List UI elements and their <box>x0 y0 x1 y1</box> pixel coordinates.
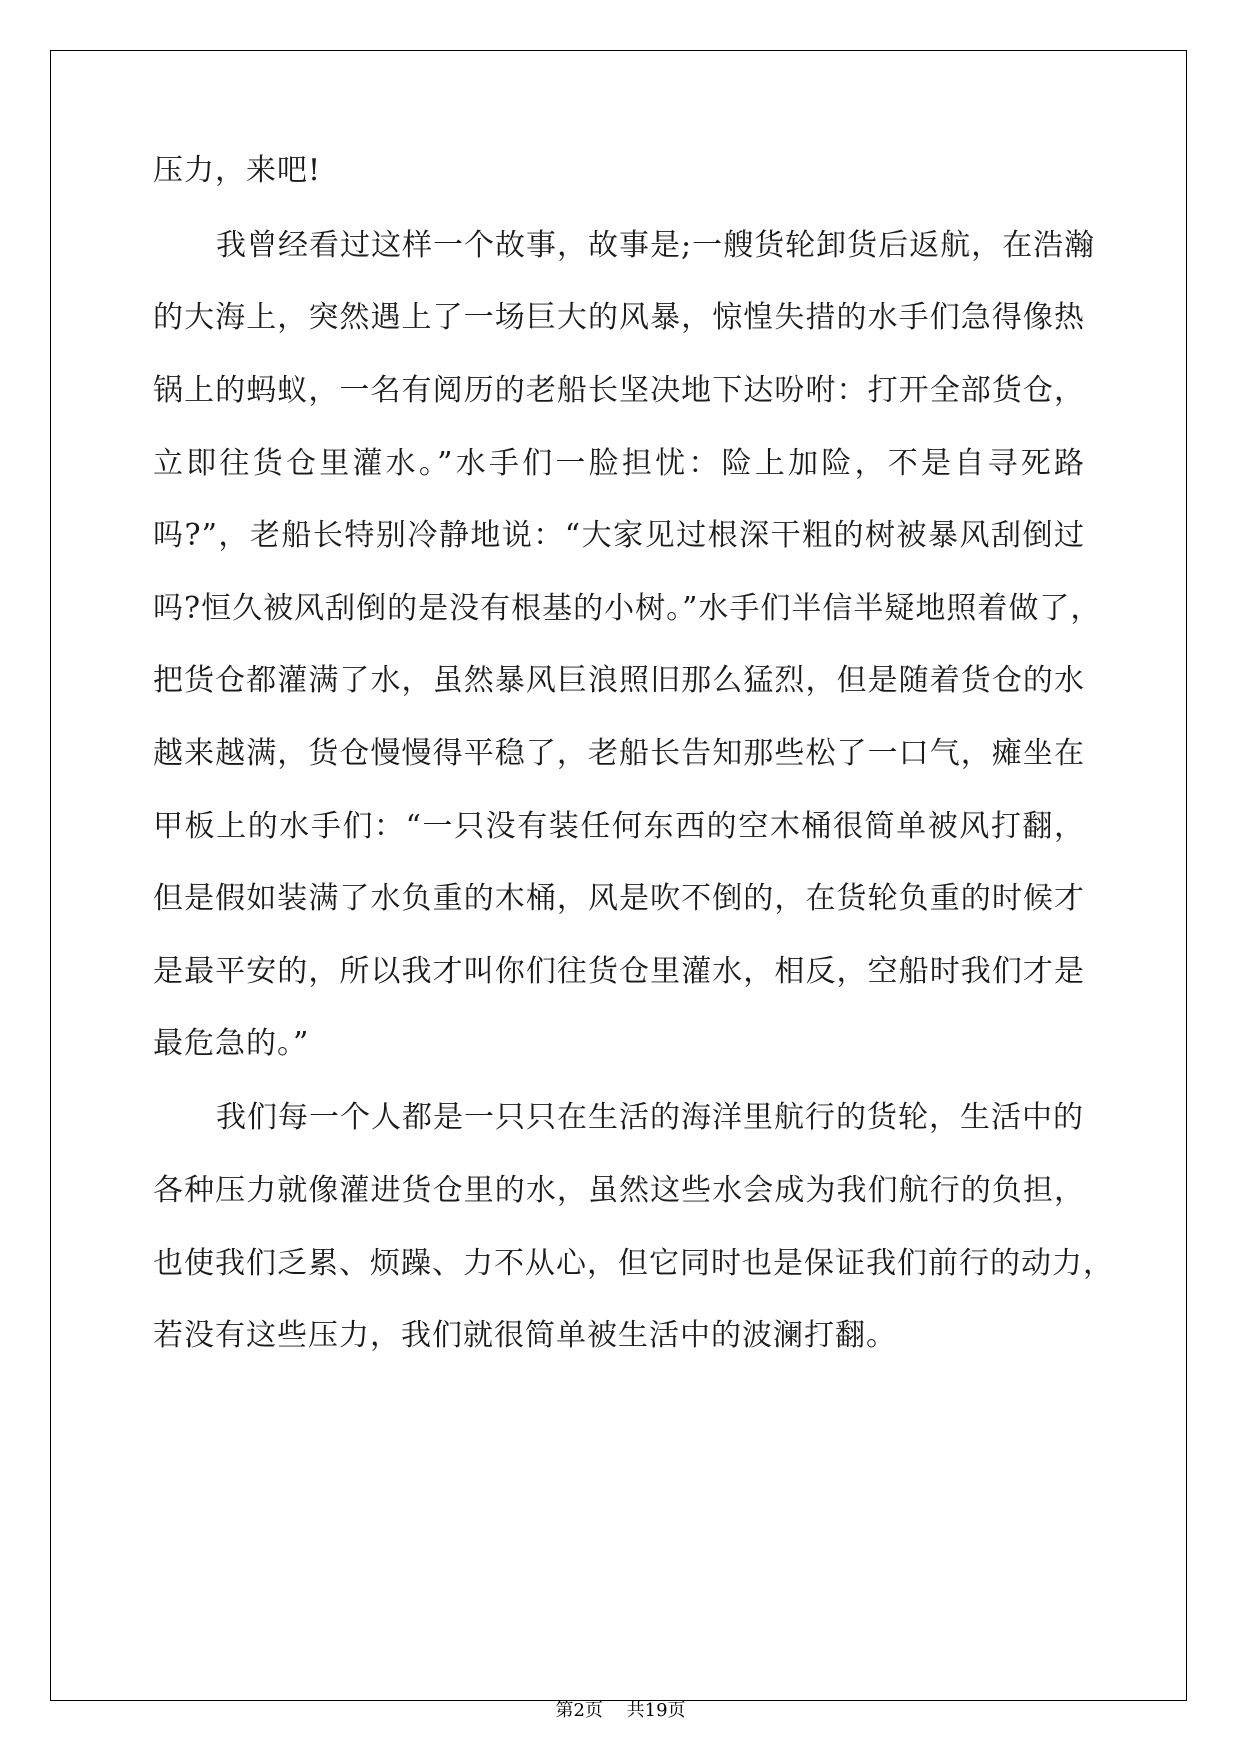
text-line: 我曾经看过这样一个故事，故事是;一艘货轮卸货后返航，在浩瀚 <box>216 228 1096 263</box>
text-line: 各种压力就像灌进货仓里的水，虽然这些水会成为我们航行的负担， <box>153 1173 1085 1208</box>
page-number-footer: 第2页 共19页 <box>555 1700 686 1721</box>
text-line: 最危急的。” <box>153 1026 310 1061</box>
text-line: 若没有这些压力，我们就很简单被生活中的波澜打翻。 <box>153 1318 897 1353</box>
page-border <box>50 50 1187 1701</box>
text-line: 吗?恒久被风刮倒的是没有根基的小树。”水手们半信半疑地照着做了， <box>153 591 1102 626</box>
text-line: 立即往货仓里灌水。”水手们一脸担忧：险上加险，不是自寻死路 <box>153 446 1085 481</box>
text-line: 锅上的蚂蚁，一名有阅历的老船长坚决地下达吩咐：打开全部货仓， <box>153 373 1085 408</box>
text-line: 我们每一个人都是一只只在生活的海洋里航行的货轮，生活中的 <box>216 1100 1084 1135</box>
text-line: 压力，来吧! <box>153 153 322 188</box>
text-line: 吗?”，老船长特别冷静地说：“大家见过根深干粗的树被暴风刮倒过 <box>153 518 1085 553</box>
text-line: 把货仓都灌满了水，虽然暴风巨浪照旧那么猛烈，但是随着货仓的水 <box>153 663 1085 698</box>
text-line: 但是假如装满了水负重的木桶，风是吹不倒的，在货轮负重的时候才 <box>153 881 1085 916</box>
text-line: 也使我们乏累、烦躁、力不从心，但它同时也是保证我们前行的动力， <box>153 1246 1114 1281</box>
text-line: 越来越满，货仓慢慢得平稳了，老船长告知那些松了一口气，瘫坐在 <box>153 736 1085 771</box>
text-line: 甲板上的水手们：“一只没有装任何东西的空木桶很简单被风打翻， <box>153 809 1085 844</box>
text-line: 是最平安的，所以我才叫你们往货仓里灌水，相反，空船时我们才是 <box>153 954 1085 989</box>
text-line: 的大海上，突然遇上了一场巨大的风暴，惊惶失措的水手们急得像热 <box>153 300 1085 335</box>
